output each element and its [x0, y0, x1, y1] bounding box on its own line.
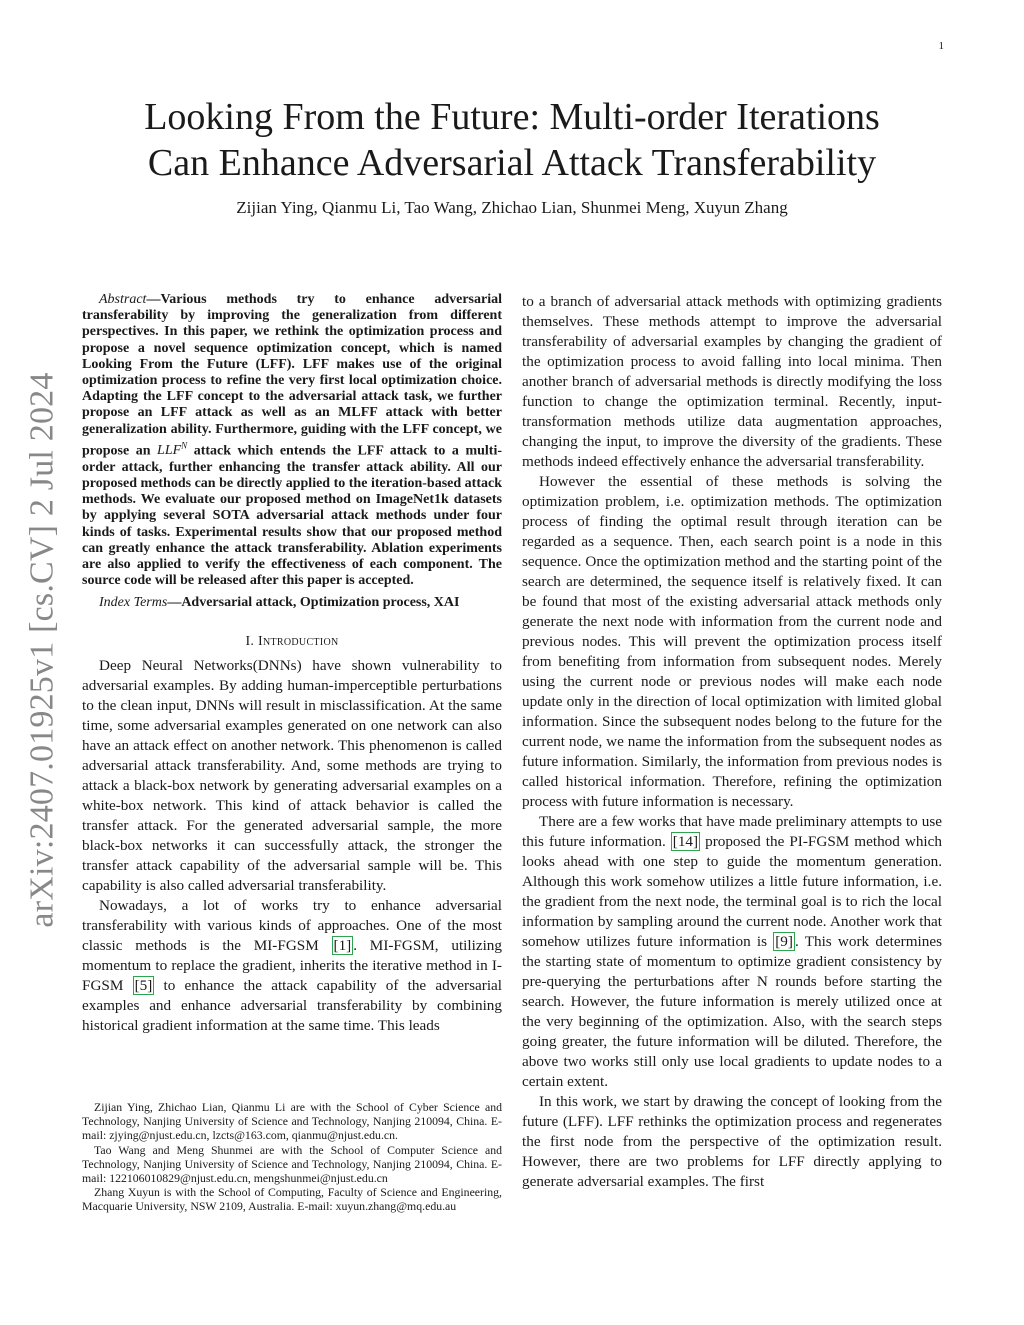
citation-link-9[interactable]: [9]	[775, 933, 793, 950]
right-paragraph-2: However the essential of these methods is solving the optimization problem, i.e. optimization methods. The optimization process of finding the optimal result through iteration can be regarded as a sequence. Then, each search point is a node in this sequence. Once the optimization method and the starting point of the search are determined, the sequence itself is relatively fixed. It can be found that most of the existing adversarial attack methods only generate the next node with information from the current node and previous nodes. This will prevent the optimization process itself from benefiting from information from subsequent nodes. Merely using the current node or previous nodes will make each node update only in the direction of local optimization with limited global information. Since the subsequent nodes belong to the future for the current node, we name the information from the subsequent nodes as future information. Similarly, the information from previous nodes is called historical information. Therefore, refining the optimization process with future information is necessary.	[522, 473, 942, 810]
intro-paragraph-2	[82, 896, 502, 1036]
arxiv-stamp	[12, 372, 74, 928]
abstract-text-b: attack which entends the LFF attack to a multi-order attack, further enhancing the transfer attack ability. All our proposed methods can be directly applied to the iteration-based attack methods. We evaluate our proposed method on ImageNet1k datasets by applying several SOTA adversarial attack methods under four kinds of tasks. Experimental results show that our proposed method can greatly enhance the attack transferability. Ablation experiments are also applied to verify the effectiveness of each component. The source code will be released after this paper is accepted.	[82, 443, 502, 589]
right-paragraph-4: In this work, we start by drawing the concept of looking from the future (LFF). LFF rethinks the optimization process and regenerates the first node from the perspective of the optimization result. However, there are two problems for LFF directly applying to generate adversarial examples. The first	[522, 1093, 942, 1190]
math-superscript: N	[181, 440, 188, 451]
index-terms-text: —Adversarial attack, Optimization process, XAI	[167, 595, 460, 611]
index-terms-label: Index Terms	[99, 595, 168, 611]
footnote-3: Zhang Xuyun is with the School of Computing, Faculty of Science and Engineering, Macquarie University, NSW 2109, Australia. E-mail: xuyun.zhang@mq.edu.au	[82, 1185, 502, 1214]
citation-link-14[interactable]: [14]	[672, 833, 699, 850]
intro-paragraph-1: Deep Neural Networks(DNNs) have shown vulnerability to adversarial examples. By adding human-imperceptible perturbations to the clean input, DNNs will result in misclassification. At the same time, some adversarial examples generated on one network can also have an attack effect on another network. This phenomenon is called adversarial attack transferability. And, some methods are trying to attack a black-box network by generating adversarial examples on a white-box network. This kind of attack behavior is called the transfer attack. For the generated adversarial sample, the more black-box networks it can successfully attack, the stronger the transfer attack capability of the adversarial sample will be. This capability is also called adversarial transferability.	[82, 656, 502, 894]
arxiv-stamp-text: arXiv:2407.01925v1 [cs.CV] 2 Jul 2024	[24, 372, 62, 928]
abstract	[82, 292, 502, 589]
intro-p2-text-a: Nowadays, a lot of works try to enhance adversarial transferability with various kinds of approaches. One of the most classic methods is the MI-FGSM	[82, 896, 502, 954]
citation-link-1[interactable]: [1]	[333, 936, 352, 954]
right-p3-text-b: proposed the PI-FGSM method which looks ahead with one step to guide the momentum generation. Although this work somehow utilizes a little future information, i.e. the gradient from the next node, the terminal goal is to rich the local information by sampling around the current node. Another work that somehow utilizes future information is	[522, 833, 942, 950]
right-p3-text-c: . This work determines the starting state of momentum to optimize gradient consistency by pre-querying the perturbations after N rounds before starting the search. However, the future information is merely utilized once at the very beginning of the optimization. Also, with the search steps going greater, the future information will be diluted. Therefore, the above two works still only use local gradients to update nodes to a certain extent.	[522, 933, 942, 1090]
index-terms	[82, 595, 502, 611]
math-llf-n	[157, 440, 188, 459]
intro-p2-text-c: to enhance the attack capability of the adversarial examples and enhance adversarial transferability by combining historical gradient information at the same time. This leads	[82, 976, 502, 1034]
citation-link-5[interactable]: [5]	[134, 976, 153, 994]
right-paragraph-1: to a branch of adversarial attack methods with optimizing gradients themselves. These methods attempt to improve the adversarial transferability of adversarial examples by changing the gradient of the optimization process to avoid falling into local minima. Then another branch of adversarial methods is directly modifying the loss function to change the optimization terminal. Recently, input-transformation methods utilize data augmentation approaches, changing the input, to improve the diversity of the gradients. These methods indeed effectively enhance the adversarial transferability.	[522, 293, 942, 470]
math-base: LLF	[157, 443, 182, 459]
footnote-1: Zijian Ying, Zhichao Lian, Qianmu Li are with the School of Cyber Science and Technology, Nanjing University of Science and Technology, Nanjing 210094, China. E-mail: zjying@njust.edu.cn, lzcts@163.com, qianmu@njust.edu.cn.	[82, 1100, 502, 1143]
left-column	[82, 292, 502, 1036]
author-list: Zijian Ying, Qianmu Li, Tao Wang, Zhichao Lian, Shunmei Meng, Xuyun Zhang	[236, 198, 788, 217]
right-paragraph-3	[522, 812, 942, 1092]
page-number: 1	[938, 40, 944, 52]
footnote-2: Tao Wang and Meng Shunmei are with the School of Computer Science and Technology, Nanjing University of Science and Technology, Nanjing 210094, China. E-mail: 122106010829@njust.edu.cn, mengshunmei@njust.edu.cn	[82, 1142, 502, 1186]
footnotes	[82, 1100, 502, 1214]
abstract-text-a: —Various methods try to enhance adversarial transferability by improving the generalization from different perspectives. In this paper, we rethink the optimization process and propose a novel sequence optimization concept, which is named Looking From the Future (LFF). LFF makes use of the original optimization process to refine the very first local optimization choice. Adapting the LFF concept to the adversarial attack task, we further propose an LFF attack as well as an MLFF attack with better generalization ability. Furthermore, guiding with the LFF concept, we propose an	[82, 292, 502, 459]
intro-p2-text-b: . MI-FGSM, utilizing momentum to replace the gradient, inherits the iterative method in I-FGSM	[82, 936, 502, 994]
section-heading: I. Introduction	[245, 633, 339, 649]
paper-title	[80, 94, 944, 186]
abstract-label: Abstract	[99, 292, 147, 307]
right-column	[522, 292, 942, 1192]
right-p3-text-a: There are a few works that have made preliminary attempts to use this future information.	[522, 813, 942, 850]
title-line-2: Can Enhance Adversarial Attack Transferability	[147, 142, 877, 184]
title-line-1: Looking From the Future: Multi-order Iterations	[144, 96, 880, 138]
